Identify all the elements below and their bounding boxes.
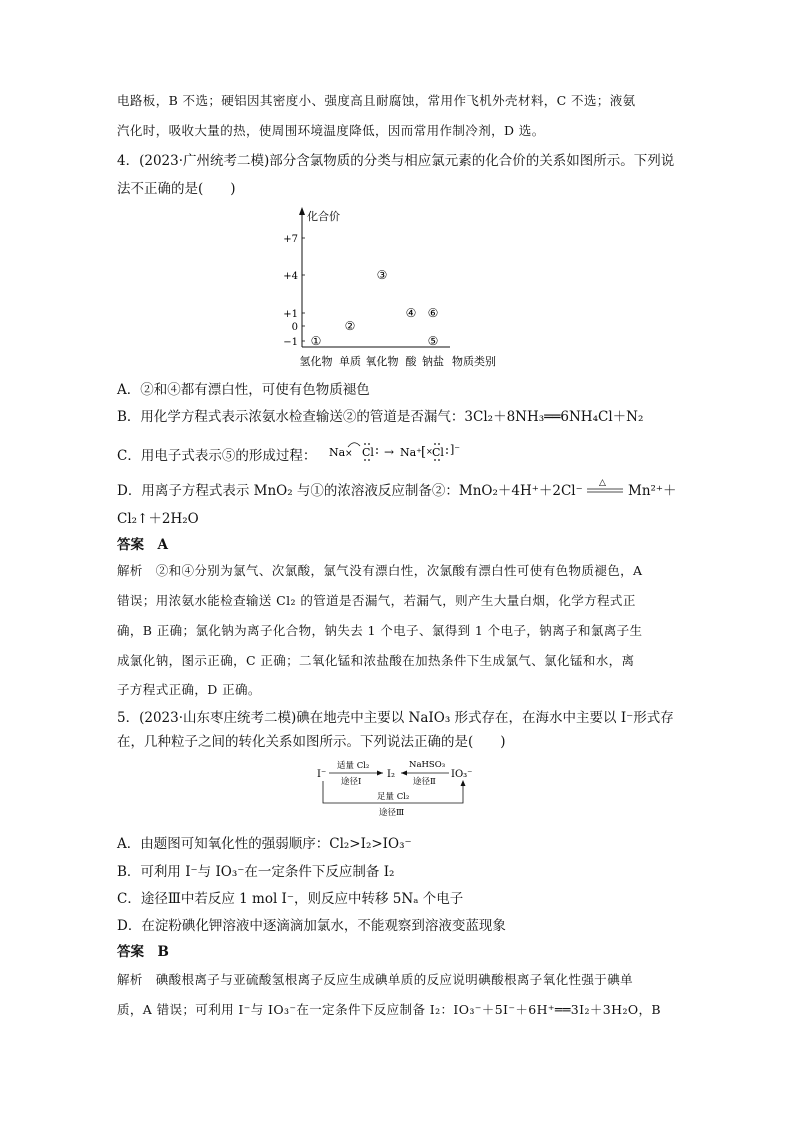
text-line: 电路板，B 不选；硬铝因其密度小、强度高且耐腐蚀，常用作飞机外壳材料，C 不选；液氨 <box>117 93 636 108</box>
option-4d-tail: Mn²⁺＋ <box>628 483 677 499</box>
data-point: ② <box>344 319 356 333</box>
explanation-4: 解析 ②和④分别为氯气、次氯酸，氯气没有漂白性，次氯酸有漂白性可使有色物质褪色，A <box>117 563 643 578</box>
y-tick-label: +7 <box>283 234 298 245</box>
chart-axes <box>299 207 450 347</box>
question-5-stem-cont: 在，几种粒子之间的转化关系如图所示。下列说法正确的是( ) <box>117 734 506 750</box>
y-tick-label: +4 <box>283 271 298 282</box>
valence-chart <box>270 205 520 375</box>
formula-cl-ion: Cl <box>432 446 444 459</box>
x-category-label: 单质 <box>339 355 361 368</box>
x-category-label: 氧化物 <box>365 355 399 368</box>
x-axis-label: 物质类别 <box>452 355 496 368</box>
option-5d: D．在淀粉碘化钾溶液中逐滴滴加氯水，不能观察到溶液变蓝现象 <box>117 918 506 934</box>
option-5b: B．可利用 I⁻与 IO₃⁻在一定条件下反应制备 I₂ <box>117 864 395 880</box>
explanation-4: 确，B 正确；氯化钠为离子化合物，钠失去 1 个电子、氯得到 1 个电子，钠离子和氯离子生 <box>117 623 643 638</box>
option-4c: C．用电子式表示⑤的形成过程： <box>117 448 317 464</box>
data-point: ⑤ <box>427 334 439 348</box>
formula-arrow: → <box>384 445 395 459</box>
explanation-5: 解析 碘酸根离子与亚硫酸氢根离子反应生成碘单质的反应说明碘酸根离子氧化性强于碘单 <box>117 972 634 987</box>
formula-x2: × <box>426 447 433 456</box>
formula-bracket-close: ]⁻ <box>450 443 461 456</box>
explanation-4: 子方程式正确，D 正确。 <box>117 682 261 697</box>
option-5a: A．由题图可知氧化性的强弱顺序：Cl₂>I₂>IO₃⁻ <box>117 836 412 852</box>
y-tick-label: +1 <box>283 309 298 320</box>
y-tick-label: −1 <box>283 337 298 348</box>
formula-na-ion: Na⁺ <box>400 446 422 459</box>
option-5c: C．途径Ⅲ中若反应 1 mol I⁻，则反应中转移 5Nₐ 个电子 <box>117 891 464 907</box>
data-point: ① <box>310 334 322 348</box>
question-5-stem: 5．(2023·山东枣庄统考二模)碘在地壳中主要以 NaIO₃ 形式存在，在海水中主要以 I⁻形式存 <box>117 710 674 726</box>
path3-reagent: 足量 Cl₂ <box>377 792 410 802</box>
electron-formula <box>326 437 476 467</box>
question-4-stem-cont: 法不正确的是( ) <box>117 181 236 197</box>
node-io3: IO₃⁻ <box>451 769 473 780</box>
formula-na: Na <box>329 446 346 459</box>
text-line: 汽化时，吸收大量的热，使周围环境温度降低，因而常用作制冷剂，D 选。 <box>117 123 545 138</box>
formula-x: × <box>345 449 353 459</box>
answer-4: 答案 A <box>117 537 168 553</box>
data-point: ③ <box>376 268 388 282</box>
y-tick-label: 0 <box>291 322 298 333</box>
x-category-label: 氢化物 <box>299 355 333 368</box>
option-4b: B．用化学方程式表示浓氨水检查输送②的管道是否漏气：3Cl₂＋8NH₃══6NH₄Cl＋N₂ <box>117 409 644 425</box>
explanation-4: 成氯化钠，图示正确，C 正确；二氧化锰和浓盐酸在加热条件下生成氯气、氯化锰和水，离 <box>117 653 635 668</box>
transfer-arrow-arc <box>348 443 360 447</box>
path2-label: 途径Ⅱ <box>413 777 436 787</box>
question-4-stem: 4．(2023·广州统考二模)部分含氯物质的分类与相应氯元素的化合价的关系如图所示。下列说 <box>117 153 675 169</box>
path1-label: 途径Ⅰ <box>341 777 362 787</box>
option-4d-cont: Cl₂↑＋2H₂O <box>117 511 199 527</box>
formula-bracket-open: [ <box>421 445 427 460</box>
y-axis-label: 化合价 <box>307 210 340 223</box>
formula-cl: Cl <box>362 446 374 459</box>
x-category-label: 酸 <box>405 355 417 368</box>
explanation-4: 错误；用浓氨水能检查输送 Cl₂ 的管道是否漏气，若漏气，则产生大量白烟，化学方程式正 <box>117 593 636 608</box>
data-point: ④ <box>405 306 417 320</box>
path3-label: 途径Ⅲ <box>379 808 405 818</box>
heat-symbol: △ <box>599 478 606 488</box>
answer-5: 答案 B <box>117 944 169 960</box>
x-category-label: 钠盐 <box>422 355 444 368</box>
data-point: ⑥ <box>427 306 439 320</box>
heat-equals-sign <box>585 476 625 500</box>
option-4a: A．②和④都有漂白性，可使有色物质褪色 <box>117 382 370 398</box>
option-4d: D．用离子方程式表示 MnO₂ 与①的浓溶液反应制备②：MnO₂＋4H⁺＋2Cl⁻ <box>117 483 583 499</box>
path2-reagent: NaHSO₃ <box>409 760 446 770</box>
node-i-minus: I⁻ <box>317 769 327 780</box>
explanation-5: 质，A 错误；可利用 I⁻与 IO₃⁻在一定条件下反应制备 I₂：IO₃⁻＋5I⁻＋6H⁺══3I₂＋3H₂O，B <box>117 1002 661 1017</box>
path1-reagent: 适量 Cl₂ <box>337 761 370 771</box>
iodine-conversion-diagram <box>315 755 485 825</box>
node-i2: I₂ <box>387 769 395 780</box>
